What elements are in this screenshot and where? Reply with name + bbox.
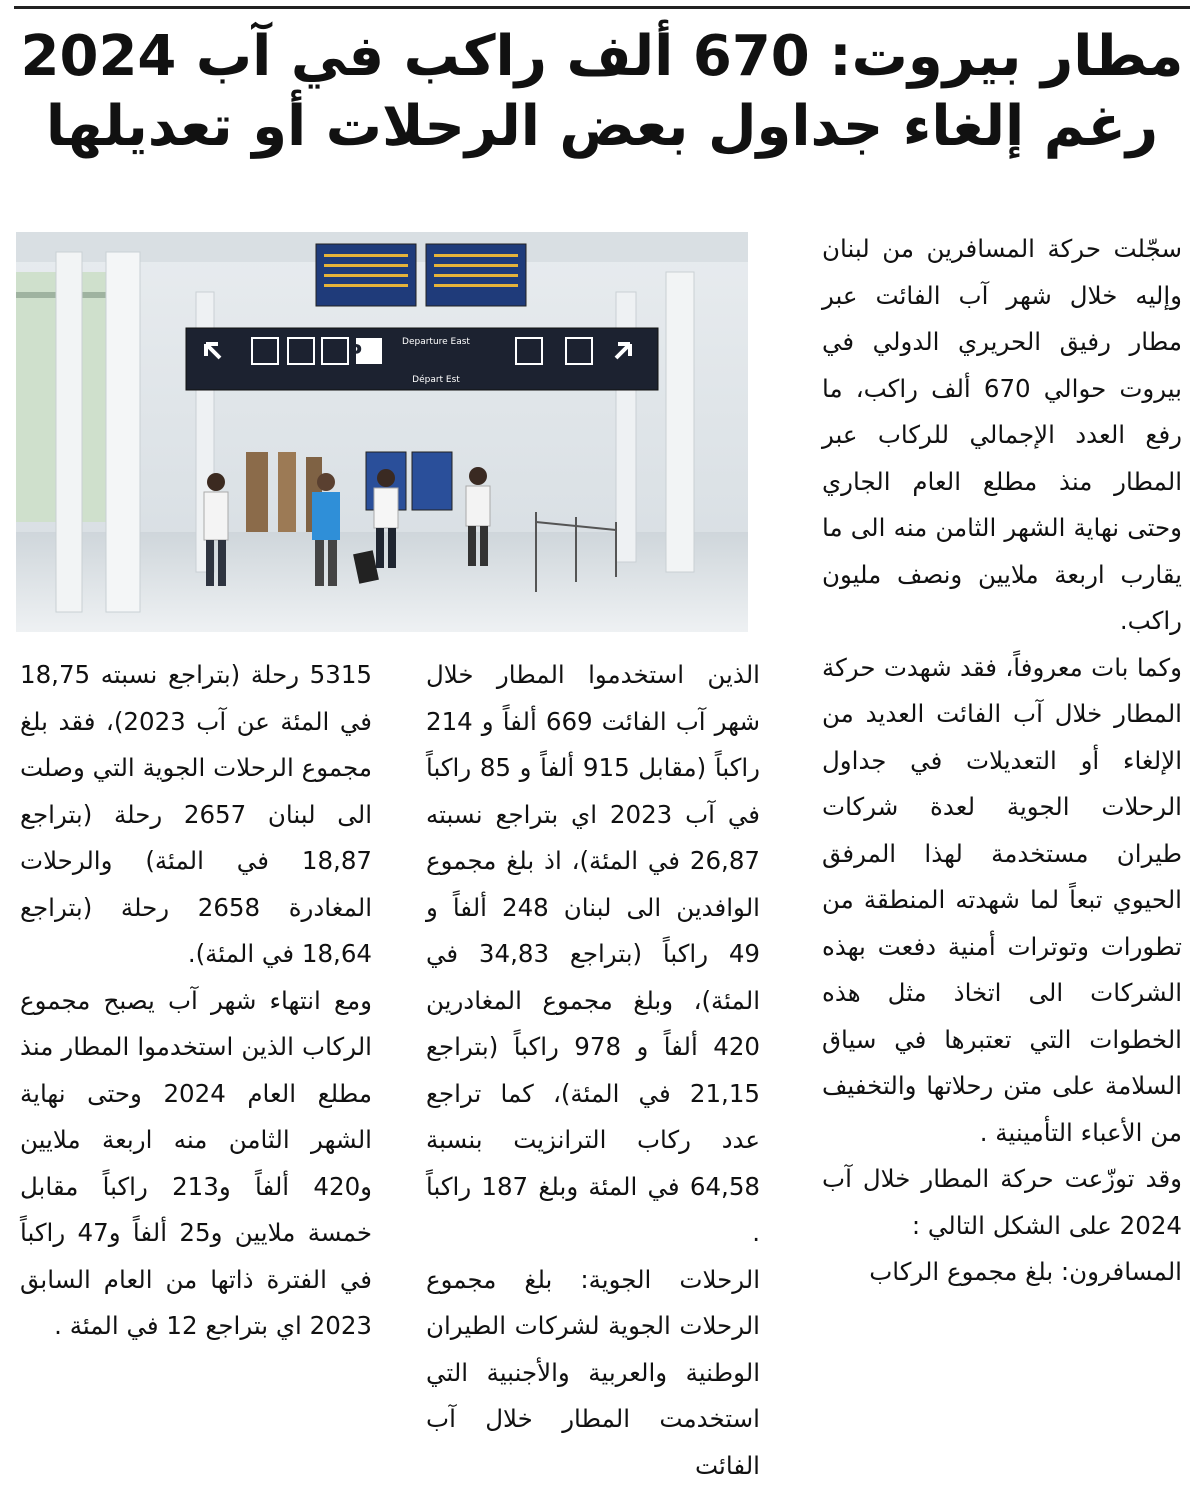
headline-line-2: رغم إلغاء جداول بعض الرحلات أو تعديلها	[20, 92, 1184, 162]
sign-departure-label: Departure East	[402, 337, 470, 347]
column-right	[822, 226, 1182, 1296]
column-left	[20, 652, 372, 1350]
airport-photo	[16, 232, 748, 632]
paragraph-passengers-start: المسافرون: بلغ مجموع الركاب	[822, 1249, 1182, 1296]
paragraph-cancellations: وكما بات معروفاً، فقد شهدت حركة المطار خلال آب الفائت العديد من الإلغاء أو التعديلات في جداول الرحلات الجوية لعدة شركات طيران مستخدمة لهذا المرفق الحيوي تبعاً لما شهدته المنطقة من تطورات وتوترات أمنية دفعت بهذه الشركات الى اتخاذ مثل هذه الخطوات التي تعتبرها في سياق السلامة على متن رحلاتها والتخفيف من الأعباء التأمينية .	[822, 645, 1182, 1157]
headline-line-1: مطار بيروت: 670 ألف راكب في آب 2024	[20, 22, 1184, 92]
svg-text:P: P	[347, 340, 362, 364]
paragraph-flights-stats: 5315 رحلة (بتراجع نسبته 18,75 في المئة عن آب 2023)، فقد بلغ مجموع الرحلات الجوية التي وصلت الى لبنان 2657 رحلة (بتراجع 18,87 في المئة) والرحلات المغادرة 2658 رحلة (بتراجع 18,64 في المئة).	[20, 652, 372, 978]
paragraph-intro: سجّلت حركة المسافرين من لبنان وإليه خلال شهر آب الفائت عبر مطار رفيق الحريري الدولي في بيروت حوالي 670 ألف راكب، ما رفع العدد الإجمالي للركاب عبر المطار منذ مطلع العام الجاري وحتى نهاية الشهر الثامن منه الى ما يقارب اربعة ملايين ونصف مليون راكب.	[822, 226, 1182, 645]
column-middle	[426, 652, 760, 1489]
sign-depart-est-label: Départ Est	[412, 374, 460, 385]
paragraph-yearly-total: ومع انتهاء شهر آب يصبح مجموع الركاب الذين استخدموا المطار منذ مطلع العام 2024 وحتى نهاية الشهر الثامن منه اربعة ملايين و420 ألفاً و213 راكباً مقابل خمسة ملايين و25 ألفاً و47 راكباً في الفترة ذاتها من العام السابق 2023 اي بتراجع 12 في المئة .	[20, 978, 372, 1350]
headline	[20, 22, 1184, 162]
top-rule	[14, 6, 1190, 9]
paragraph-flights-start: الرحلات الجوية: بلغ مجموع الرحلات الجوية لشركات الطيران الوطنية والعربية والأجنبية التي استخدمت المطار خلال آب الفائت	[426, 1257, 760, 1489]
paragraph-passengers-stats: الذين استخدموا المطار خلال شهر آب الفائت 669 ألفاً و 214 راكباً (مقابل 915 ألفاً و 85 راكباً في آب 2023 اي بتراجع نسبته 26,87 في المئة)، اذ بلغ مجموع الوافدين الى لبنان 248 ألفاً و 49 راكباً (بتراجع 34,83 في المئة)، وبلغ مجموع المغادرين 420 ألفاً و 978 راكباً (بتراجع 21,15 في المئة)، كما تراجع عدد ركاب الترانزيت بنسبة 64,58 في المئة وبلغ 187 راكباً .	[426, 652, 760, 1257]
paragraph-distribution: وقد توزّعت حركة المطار خلال آب 2024 على الشكل التالي :	[822, 1156, 1182, 1249]
